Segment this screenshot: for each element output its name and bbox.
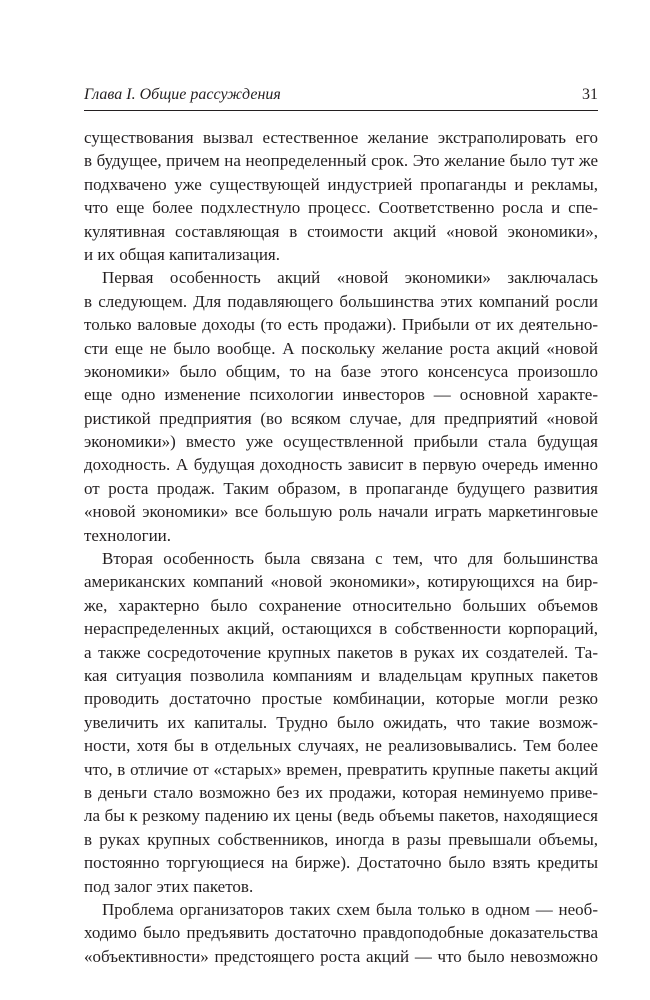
text-line: кулятивная составляющая в стоимости акций «новой экономики», [84, 221, 598, 241]
text-line: «новой экономики» все большую роль начали играть маркетинговые [84, 502, 598, 522]
text-line: ла бы к резкому падению их цены (ведь объемы пакетов, находящиеся [84, 806, 598, 826]
text-line: «объективности» предстоящего роста акций — что было невозможно [84, 946, 598, 966]
text-line: в будущее, причем на неопределенный срок. Это желание было тут же [84, 151, 598, 171]
text-line: же, характерно было сохранение относительно больших объемов [84, 595, 598, 615]
text-line: и их общая капитализация. [84, 244, 281, 264]
body-text [84, 126, 598, 968]
page-number: 31 [582, 86, 598, 103]
text-line: существования вызвал естественное желание экстраполировать его [84, 128, 598, 147]
text-line: проводить достаточно простые комбинации, которые могли резко [84, 689, 598, 709]
text-line: подхвачено уже существующей индустрией пропаганды и рекламы, [84, 174, 598, 194]
text-line: от роста продаж. Таким образом, в пропаганде будущего развития [84, 478, 598, 498]
text-line: только валовые доходы (то есть продажи). Прибыли от их деятельно- [84, 315, 598, 335]
text-line: а также сосредоточение крупных пакетов в руках их создателей. Та- [84, 642, 598, 662]
text-line: нераспределенных акций, остающихся в собственности корпораций, [84, 619, 598, 639]
text-line: сти еще не было вообще. А поскольку желание роста акций «новой [84, 338, 598, 358]
text-line: доходность. А будущая доходность зависит в первую очередь именно [84, 455, 598, 475]
text-line: что, в отличие от «старых» времен, превратить крупные пакеты акций [84, 759, 598, 779]
text-line: увеличить их капиталы. Трудно было ожидать, что такие возмож- [84, 712, 598, 732]
text-line: ходимо было предъявить достаточно правдоподобные доказательства [84, 923, 598, 943]
text-line: в деньги стало возможно без их продажи, которая неминуемо приве- [84, 782, 598, 802]
header-rule [84, 110, 598, 111]
text-line: еще одно изменение психологии инвесторов — основной характе- [84, 385, 598, 405]
text-line: что еще более подхлестнуло процесс. Соответственно росла и спе- [84, 198, 598, 218]
text-line: экономики» было общим, то на базе этого консенсуса произошло [84, 361, 598, 381]
text-line: ности, хотя бы в отдельных случаях, не реализовывались. Тем более [84, 736, 598, 756]
text-line: экономики») вместо уже осуществленной прибыли стала будущая [84, 432, 598, 452]
text-line: под залог этих пакетов. [84, 876, 254, 896]
paragraph-first-line: Проблема организаторов таких схем была только в одном — необ- [102, 899, 598, 919]
text-line: в следующем. Для подавляющего большинства этих компаний росли [84, 291, 598, 311]
chapter-running-title: Глава I. Общие рассуждения [84, 86, 281, 103]
text-line: кая ситуация позволила компаниям и владельцам крупных пакетов [84, 665, 598, 685]
paragraph-first-line: Первая особенность акций «новой экономики» заключалась [102, 268, 598, 288]
text-line: в руках крупных собственников, иногда в разы превышали объемы, [84, 829, 598, 849]
text-line: американских компаний «новой экономики», котирующихся на бир- [84, 572, 598, 592]
text-line: постоянно торгующиеся на бирже). Достаточно было взять кредиты [84, 853, 598, 873]
text-line: технологии. [84, 525, 172, 545]
text-line: ристикой предприятия (во всяком случае, для предприятий «новой [84, 408, 598, 428]
running-head [84, 84, 598, 106]
paragraph-first-line: Вторая особенность была связана с тем, что для большинства [102, 549, 598, 569]
